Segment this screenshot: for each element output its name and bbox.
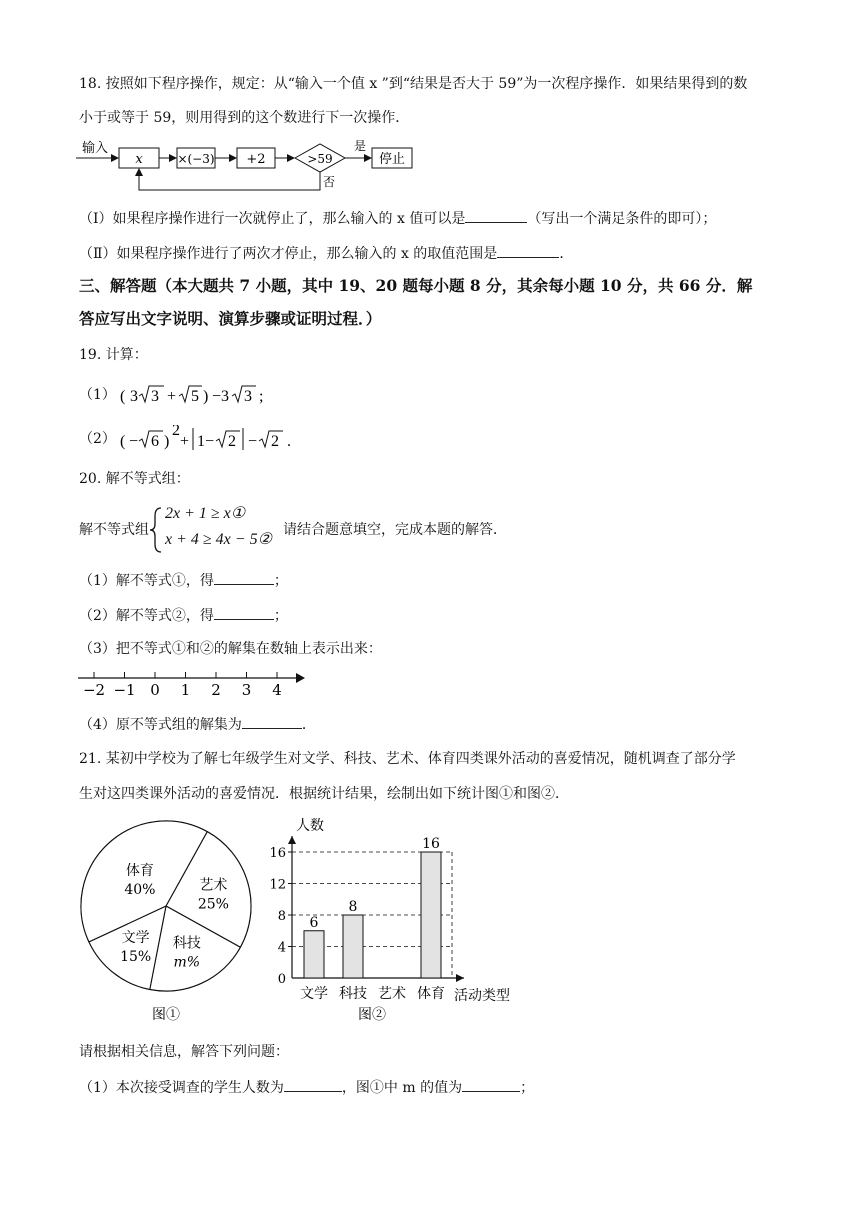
svg-text:3: 3 bbox=[151, 388, 160, 405]
flow-yes: 是 bbox=[354, 139, 367, 153]
y-axis-arrow bbox=[288, 836, 296, 844]
svg-text:): ) bbox=[164, 433, 170, 450]
svg-text:+2: +2 bbox=[246, 152, 266, 167]
q19-expr2 bbox=[120, 425, 300, 453]
pie-slice-value: m% bbox=[173, 954, 201, 971]
q19-part1: （1） ( 3 3 + 5 ) −3 3 ; bbox=[79, 382, 270, 408]
svg-text:;: ; bbox=[259, 388, 264, 405]
answer-blank[interactable] bbox=[497, 243, 559, 258]
svg-text:>59: >59 bbox=[307, 152, 333, 166]
bar-chart bbox=[262, 812, 532, 1027]
svg-text:−3: −3 bbox=[212, 388, 230, 405]
number-line-tick-label: −2 bbox=[82, 681, 106, 698]
svg-text:6: 6 bbox=[151, 433, 160, 450]
bar-data-label: 16 bbox=[422, 836, 440, 852]
bar-data-label: 8 bbox=[348, 899, 358, 915]
q20-step4: （4）原不等式组的解集为 ． bbox=[79, 714, 316, 735]
x-tick-label: 科技 bbox=[339, 986, 367, 1002]
q18-line1: 18. 按照如下程序操作，规定：从“输入一个值 x ”到“结果是否大于 59”为一次程序操作．如果结果得到的数 bbox=[79, 76, 748, 92]
svg-text:1−: 1− bbox=[197, 433, 215, 450]
q21-q1: （1）本次接受调查的学生人数为 ，图①中 m 的值为 ； bbox=[79, 1077, 534, 1098]
bar bbox=[304, 931, 324, 978]
number-line-tick-label: 2 bbox=[211, 681, 221, 698]
svg-text:): ) bbox=[203, 388, 209, 405]
number-line bbox=[76, 668, 308, 698]
y-axis-label: 人数 bbox=[296, 818, 324, 834]
number-line-tick-label: 4 bbox=[272, 681, 282, 698]
answer-blank[interactable] bbox=[214, 605, 274, 620]
q21-after: 请根据相关信息，解答下列问题： bbox=[79, 1044, 289, 1060]
section3-line1: 三、解答题（本大题共 7 小题，其中 19、20 题每小题 8 分，其余每小题 10 分，共 66 分．解 bbox=[79, 276, 753, 295]
q21-line1: 21. 某初中学校为了解七年级学生对文学、科技、艺术、体育四类课外活动的喜爱情况，随机调查了部分学 bbox=[79, 751, 736, 767]
svg-text:+: + bbox=[180, 433, 190, 450]
svg-text:x: x bbox=[135, 152, 143, 167]
answer-blank[interactable] bbox=[462, 1077, 520, 1092]
answer-blank[interactable] bbox=[465, 208, 527, 223]
q19-title: 19. 计算： bbox=[79, 347, 148, 363]
x-tick-label: 艺术 bbox=[378, 986, 406, 1002]
flow-no: 否 bbox=[323, 175, 336, 189]
answer-blank[interactable] bbox=[242, 714, 302, 729]
svg-text:3: 3 bbox=[244, 388, 253, 405]
y-tick-label: 16 bbox=[269, 846, 286, 861]
svg-text:−: − bbox=[129, 433, 139, 450]
svg-text:5: 5 bbox=[191, 388, 200, 405]
answer-blank[interactable] bbox=[284, 1077, 342, 1092]
x-axis-arrow bbox=[456, 974, 464, 982]
bar-data-label: 6 bbox=[309, 914, 319, 931]
pie-slice-label: 科技 bbox=[172, 935, 201, 952]
pie-slice-value: 25% bbox=[197, 896, 229, 913]
number-line-tick-label: −1 bbox=[113, 681, 136, 698]
q18-part1: （Ⅰ）如果程序操作进行一次就停止了，那么输入的 x 值可以是 （写出一个满足条件的即可）； bbox=[79, 208, 716, 229]
pie-chart bbox=[80, 812, 255, 1027]
svg-text:.: . bbox=[287, 433, 292, 450]
answer-blank[interactable] bbox=[214, 570, 274, 585]
svg-text:2: 2 bbox=[228, 433, 237, 450]
number-line-tick-label: 1 bbox=[180, 681, 191, 698]
svg-text:2: 2 bbox=[271, 433, 280, 450]
pie-slice-label: 体育 bbox=[125, 863, 154, 880]
y-tick-label: 8 bbox=[277, 909, 286, 924]
q20-title: 20. 解不等式组： bbox=[79, 471, 190, 487]
q20-step1: （1）解不等式①，得 ； bbox=[79, 570, 288, 591]
bar-caption: 图② bbox=[358, 1007, 386, 1023]
q18-part2: （Ⅱ）如果程序操作进行了两次才停止，那么输入的 x 的取值范围是 ． bbox=[79, 243, 573, 264]
bar bbox=[343, 915, 363, 978]
q20-step3: （3）把不等式①和②的解集在数轴上表示出来： bbox=[79, 641, 382, 657]
left-brace bbox=[149, 506, 163, 554]
y-tick-label: 0 bbox=[277, 972, 286, 987]
number-line-tick-label: 0 bbox=[150, 681, 160, 698]
flow-input-label: 输入 bbox=[82, 141, 109, 156]
y-tick-label: 4 bbox=[277, 940, 286, 956]
q19-part2: （2） ( − 6 ) 2 + 1− 2 − 2 . bbox=[79, 425, 300, 453]
q19-expr1 bbox=[120, 382, 270, 408]
pie-slice-value: 15% bbox=[120, 948, 152, 965]
svg-text:×(−3): ×(−3) bbox=[177, 152, 215, 166]
svg-text:2: 2 bbox=[172, 425, 181, 439]
pie-slice-value: 40% bbox=[124, 882, 156, 899]
q21-line2: 生对这四类课外活动的喜爱情况．根据统计结果，绘制出如下统计图①和图②． bbox=[79, 786, 569, 802]
svg-text:停止: 停止 bbox=[378, 152, 406, 167]
y-tick-label: 12 bbox=[269, 877, 286, 893]
pie-slice-label: 艺术 bbox=[199, 877, 228, 894]
q18-flowchart bbox=[76, 138, 426, 198]
section3-line2: 答应写出文字说明、演算步骤或证明过程．） bbox=[79, 309, 382, 328]
x-axis-label: 活动类型 bbox=[454, 988, 510, 1004]
svg-text:(: ( bbox=[120, 388, 126, 405]
svg-text:3: 3 bbox=[130, 388, 139, 405]
pie-slice-label: 文学 bbox=[121, 929, 150, 946]
number-line-tick-label: 3 bbox=[241, 681, 252, 698]
x-tick-label: 文学 bbox=[300, 986, 328, 1002]
q20-step2: （2）解不等式②，得 ； bbox=[79, 605, 288, 626]
q18-line2: 小于或等于 59，则用得到的这个数进行下一次操作． bbox=[79, 110, 410, 126]
svg-text:−: − bbox=[248, 433, 258, 450]
bar bbox=[421, 852, 441, 978]
x-tick-label: 体育 bbox=[417, 986, 445, 1002]
svg-text:+: + bbox=[167, 388, 177, 405]
pie-caption: 图① bbox=[152, 1007, 180, 1023]
svg-text:(: ( bbox=[120, 433, 126, 450]
